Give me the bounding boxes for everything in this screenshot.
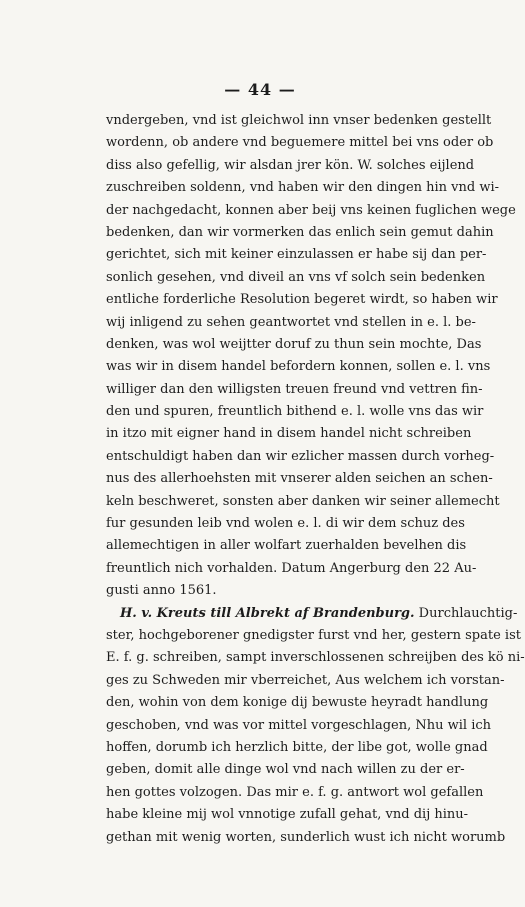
text-line <box>106 715 492 737</box>
line-text: diss also gefellig, wir alsdan jrer kön. W. solches eijlend <box>106 157 475 173</box>
line-text: den und spuren, freuntlich bithend e. l. wolle vns das wir <box>106 404 484 420</box>
text-line <box>106 312 476 334</box>
line-text: hen gottes volzogen. Das mir e. f. g. antwort wol gefallen <box>106 784 484 800</box>
line-text: E. f. g. schreiben, sampt inverschlossenen schreijben des kö ni- <box>106 650 525 666</box>
line-text: sonlich gesehen, vnd diveil an vns vf solch sein bedenken <box>106 269 486 285</box>
line-text: entschuldigt haben dan wir ezlicher massen durch vorheg- <box>106 448 495 464</box>
text-line <box>106 827 506 849</box>
line-text: vndergeben, vnd ist gleichwol inn vnser bedenken gestellt <box>106 113 492 128</box>
line-text: nus des allerhoehsten mit vnserer alden seichen an schen- <box>106 471 493 487</box>
text-line <box>106 759 465 781</box>
line-text: habe kleine mij wol vnnotige zufall gehat, vnd dij hinu- <box>106 807 469 823</box>
text-line <box>106 535 467 557</box>
line-text: allemechtigen in aller wolfart zuerhalden bevelhen dis <box>106 538 467 554</box>
line-text: den, wohin von dem konige dij bewuste heyradt handlung <box>106 695 489 711</box>
line-text: Durchlauchtig- <box>414 605 518 621</box>
line-text: was wir in disem handel befordern konnen, sollen e. l. vns <box>106 359 491 375</box>
body-text <box>106 110 525 849</box>
line-text: in itzo mit eigner hand in disem handel nicht schreiben <box>106 426 472 442</box>
line-text: zuschreiben soldenn, vnd haben wir den dingen hin vnd wi- <box>106 180 500 196</box>
text-line <box>106 513 465 535</box>
text-line <box>106 155 475 177</box>
line-text: geschoben, vnd was vor mittel vorgeschlagen, Nhu wil ich <box>106 717 492 733</box>
text-line <box>106 423 472 445</box>
text-line <box>106 670 505 692</box>
line-text: ges zu Schweden mir vberreichet, Aus welchem ich vorstan- <box>106 672 505 688</box>
line-text: geben, domit alle dinge wol vnd nach willen zu der er- <box>106 762 465 778</box>
text-line <box>106 804 469 826</box>
text-line <box>106 110 492 132</box>
text-line <box>106 603 518 625</box>
text-line <box>106 491 500 513</box>
text-line <box>106 647 525 669</box>
text-line <box>106 558 477 580</box>
text-line <box>106 379 483 401</box>
text-line <box>106 446 495 468</box>
text-line <box>106 737 488 759</box>
line-text: hoffen, dorumb ich herzlich bitte, der libe got, wolle gnad <box>106 739 488 755</box>
line-text: fur gesunden leib vnd wolen e. l. di wir dem schuz des <box>106 516 465 532</box>
line-text: keln beschweret, sonsten aber danken wir seiner allemecht <box>106 493 500 509</box>
letter-heading: H. v. Kreuts till Albrekt af Brandenburg. <box>120 605 415 621</box>
text-line <box>106 468 493 490</box>
text-line <box>106 401 484 423</box>
text-line <box>106 267 486 289</box>
line-text: bedenken, dan wir vormerken das enlich sein gemut dahin <box>106 224 494 240</box>
line-text: entliche forderliche Resolution begeret wirdt, so haben wir <box>106 292 498 308</box>
text-line <box>106 580 446 602</box>
page-number: — 44 — <box>224 80 296 99</box>
line-text: gusti anno 1561. <box>106 583 217 599</box>
line-text: williger dan den willigsten treuen freund vnd vettren fin- <box>106 381 483 397</box>
text-line <box>106 177 500 199</box>
text-line <box>106 244 487 266</box>
text-line <box>106 200 516 222</box>
line-text: gerichtet, sich mit keiner einzulassen er habe sij dan per- <box>106 247 487 263</box>
line-text: denken, was wol weijtter doruf zu thun sein mochte, Das <box>106 336 482 352</box>
line-text: wordenn, ob andere vnd beguemere mittel bei vns oder ob <box>106 135 494 151</box>
line-text: ster, hochgeborener gnedigster furst vnd her, gestern spate ist <box>106 627 521 643</box>
text-line <box>106 289 498 311</box>
text-line <box>106 132 494 154</box>
text-line <box>106 692 489 714</box>
text-line <box>106 782 484 804</box>
text-line <box>106 334 482 356</box>
text-line <box>106 222 494 244</box>
line-text: der nachgedacht, konnen aber beij vns keinen fuglichen wege <box>106 202 516 218</box>
line-text: gethan mit wenig worten, sunderlich wust ich nicht worumb <box>106 829 506 845</box>
line-text: freuntlich nich vorhalden. Datum Angerburg den 22 Au- <box>106 560 477 576</box>
line-text: wij inligend zu sehen geantwortet vnd stellen in e. l. be- <box>106 314 476 330</box>
text-line <box>106 356 491 378</box>
text-line <box>106 625 521 647</box>
